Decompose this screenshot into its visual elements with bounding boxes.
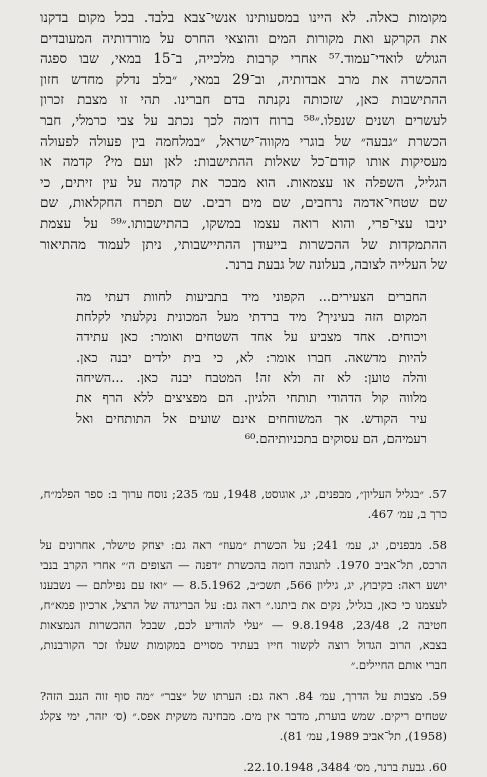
footnote-line: לעצמנו כי כאן, בגליל, נקים את ביתנו.״ ראה גם: על הבריגדה של הרצל, ארכיון פמא״ח, bbox=[40, 598, 447, 613]
block-quote bbox=[40, 276, 447, 450]
body-line: מעסיקות אותו קודם־כל שאלות ההתישבות: לאן ועם מי? קדמה או bbox=[40, 154, 447, 171]
quote-line: ויכוחים. אחד מצביע על אחד השטחים ואומר: כאן עתידה bbox=[76, 330, 427, 346]
footnote-line: בצבא, הרוב הגדול רוצה לקשור חייו בעתיד מסויים במקומות שעלו זכר הקורבנות, bbox=[40, 638, 447, 653]
footnote-line: חטיבה 2, 23/48, 9.8.1948 — ״עלי להודיע לכם, שבכל ההכשרות הנמצאות bbox=[40, 618, 447, 633]
quote-line: המקום הזה בעיניך? מיד ברדתי מעל המכונית נקלעתי לקלחת bbox=[76, 310, 427, 326]
body-line: את הקרקע ואת מקורות המים והוצאי החרס על מורדותיה המעובדים bbox=[40, 30, 447, 47]
footnote-line: 57. ״בגליל העליון״, מבפנים, יג, אוגוסט, 1948, עמ׳ 235; נוסח ערוך ב: ספר הפלמ״ח, bbox=[40, 487, 447, 502]
quote-line: עיר הקודש. אך המשוחחים אינם שועים אל התותחים ואל bbox=[76, 411, 427, 427]
quote-line: רעמיהם, הם עסוקים בתכניותיהם.⁶⁰ bbox=[244, 431, 427, 447]
footnote-line: חברי אותם החיילים.״ bbox=[350, 658, 447, 673]
body-line: הגולש לואדי־עמוד.⁵⁷ אחרי קרבות מלכייה, ב־15 במאי, שבו ספגה bbox=[40, 51, 447, 68]
footnote-59 bbox=[40, 686, 447, 746]
quote-line: מלווה קול הדהודי תותחי הלגיון. הם מפציצים ללא הרף את bbox=[76, 391, 427, 407]
quote-line: והלה טוען: לא זה ולא זה! המטבח יבנה כאן. ...השיחה bbox=[76, 370, 427, 386]
body-line: ההתמקדות של ההכשרות בייעודן ההתיישבותי, ניתן לעמוד מהתיאור bbox=[40, 236, 447, 253]
footnote-line: יושע ראה: בקיבוץ, יג, גיליון 566, תשכ״ב, 8.5.1962 — ״ואז עם נפילתם — נשבענו bbox=[40, 578, 447, 593]
body-line: יניבו עצי־פרי, והוא רואה עצמו במשקו, בהתישבותו.״⁵⁹ על עצמת bbox=[40, 215, 447, 232]
footnote-60 bbox=[40, 757, 447, 777]
body-line: לעשרים ושנים שנפלו.״⁵⁸ ברוח דומה לכך נכתב על צבי כרמלי, חבר bbox=[40, 112, 447, 129]
footnote-57 bbox=[40, 484, 447, 524]
body-line: ההכשרה את מרב אבדותיה, וב־29 במאי, ״בלב נדלק מחדש חזון bbox=[40, 71, 447, 88]
footnotes bbox=[40, 484, 447, 777]
footnote-line: 60. גבעת ברנר, מס׳ 3484, 22.10.1948. bbox=[243, 760, 447, 775]
quote-line: החברים הצעירים... הקפוני מיד בתביעות לחוות דעתי מה bbox=[76, 289, 427, 305]
body-line: שם שטחי־אדמה נרחבים, שם מים רבים. שם תפרח החקלאות, שם bbox=[40, 195, 447, 212]
body-line: הגליל, השפלה או עצמאות. הוא מבכר את קדמה על עין זיתים, כי bbox=[40, 174, 447, 191]
body-line: מקומות כאלה. לא היינו במסעותינו אנשי־צבא בלבד. בכל מקום בדקנו bbox=[40, 10, 447, 26]
footnote-line: הרכס, תל־אביב 1970. לתגובה דומה בהכשרת ״דפנה — הצופים ה׳״ אחרי הקרב בנבי bbox=[40, 558, 447, 573]
body-paragraph bbox=[40, 8, 447, 276]
body-line: של העלייה לצובה, בעלונה של גבעת ברנר. bbox=[224, 257, 447, 274]
footnote-line: 59. מצבות על הדרך, עמ׳ 84. ראה גם: הערתו של ״צבר״ ״מה סוף זוה הנגב הזה? bbox=[40, 689, 447, 704]
body-line: ההתישבות כאן, שזכותה נקנתה בדם חברינו. תהי זו מצבת זכרון bbox=[40, 92, 447, 109]
quote-line: להיות מדשאה. חברו אומר: לא, כי בית ילדים יבנה כאן. bbox=[76, 350, 427, 366]
footnote-line: (1958), תל־אביב 1989, עמ׳ 81). bbox=[279, 729, 447, 744]
footnote-line: 58. מבפנים, יג, עמ׳ 241; על הכשרת ״מעוז״ ראה גם: יצחק טישלר, אחרונים על bbox=[40, 538, 447, 553]
body-line: הכשרת ״גבעה״ של בוגרי מקווה־ישראל, ״במלחמה בין פעולה לפעולה bbox=[40, 133, 447, 150]
footnote-58 bbox=[40, 535, 447, 675]
footnote-line: כרך ב, עמ׳ 467. bbox=[367, 507, 447, 522]
footnote-line: שטחים ריקים. שמש בוערת, מדבר אין מים. מבחינה משקית אפס.״ (ס׳ יזהר, ימי צקלג bbox=[40, 709, 447, 724]
